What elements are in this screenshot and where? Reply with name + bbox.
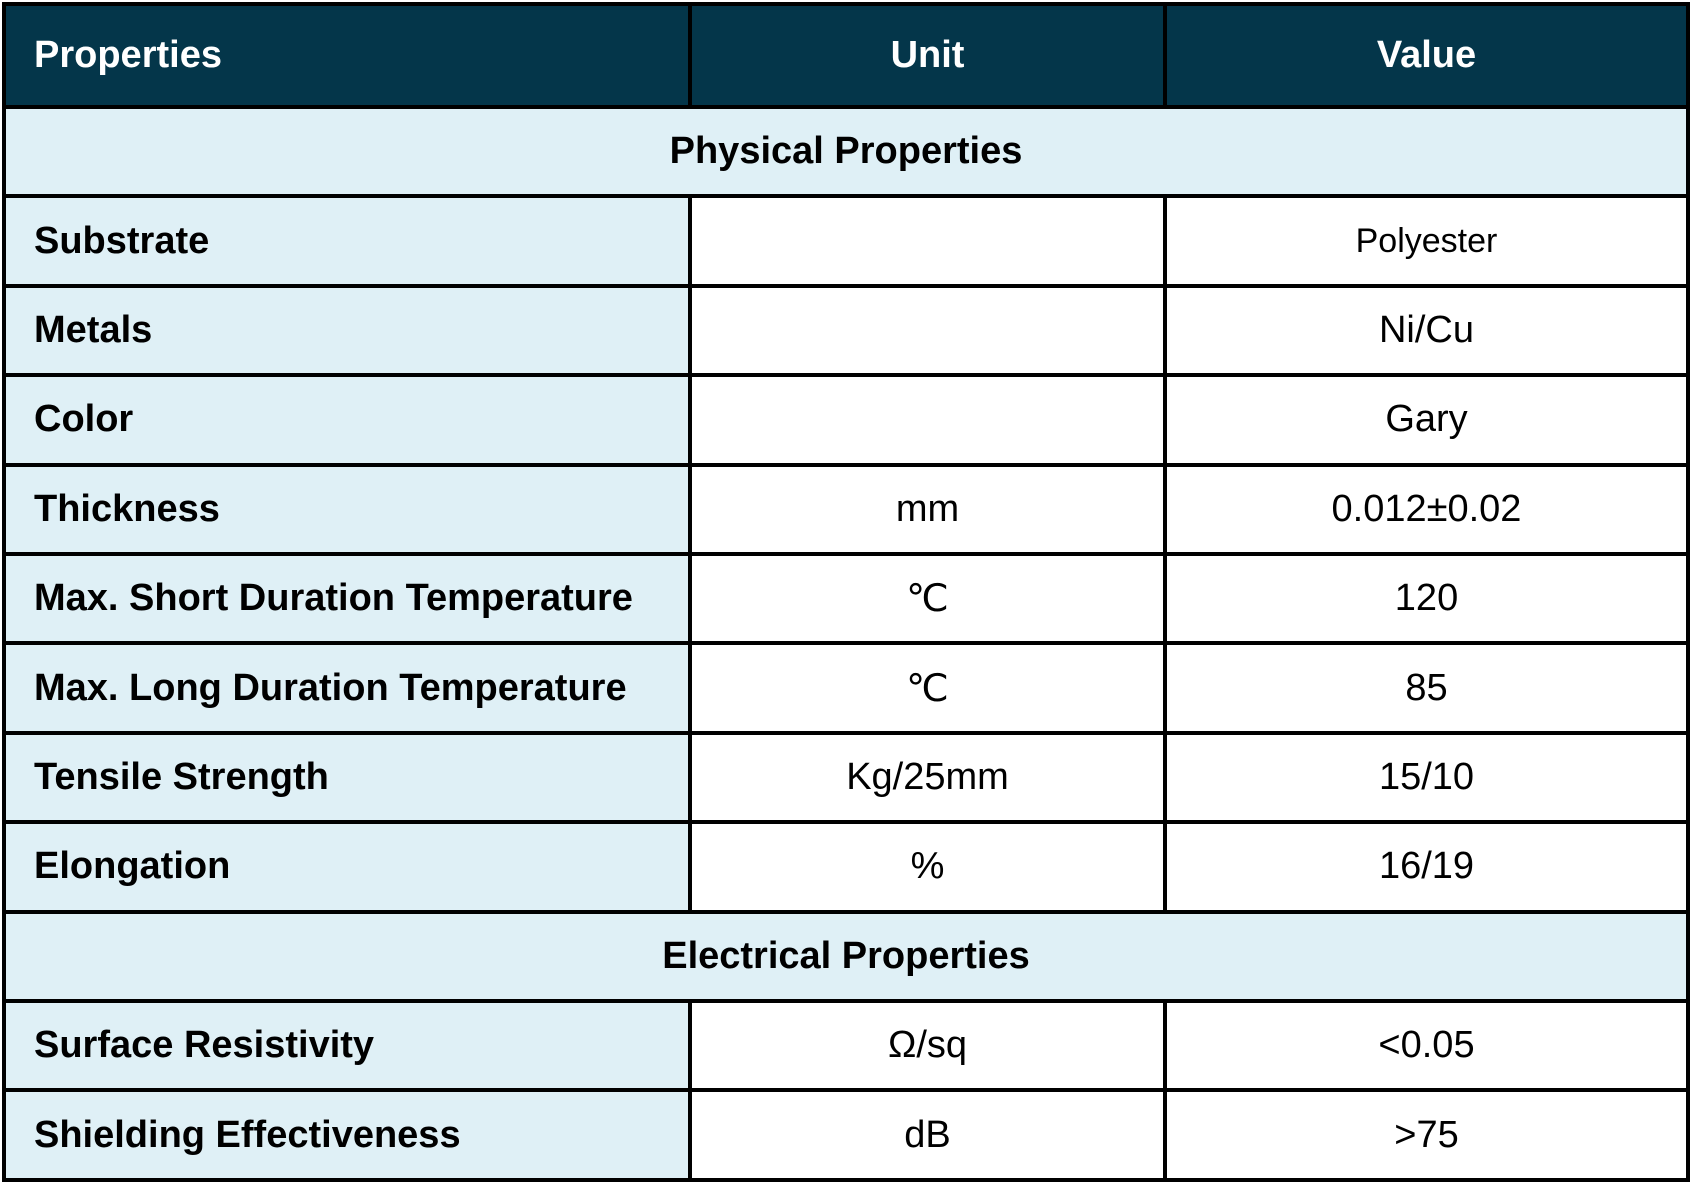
table-row — [4, 554, 1688, 643]
property-cell: Color — [4, 375, 690, 464]
unit-cell — [690, 286, 1165, 375]
table-row — [4, 733, 1688, 822]
value-cell: 85 — [1165, 643, 1688, 732]
value-cell: 120 — [1165, 554, 1688, 643]
table-header-row — [4, 4, 1688, 107]
table-row — [4, 286, 1688, 375]
unit-cell: mm — [690, 465, 1165, 554]
value-cell: Gary — [1165, 375, 1688, 464]
property-cell: Elongation — [4, 822, 690, 911]
table-row — [4, 465, 1688, 554]
section-title-physical: Physical Properties — [4, 107, 1688, 196]
property-cell: Max. Long Duration Temperature — [4, 643, 690, 732]
value-cell: 0.012±0.02 — [1165, 465, 1688, 554]
unit-cell: Kg/25mm — [690, 733, 1165, 822]
section-title-electrical: Electrical Properties — [4, 912, 1688, 1001]
unit-cell: % — [690, 822, 1165, 911]
unit-cell — [690, 375, 1165, 464]
column-header-properties: Properties — [4, 4, 690, 107]
value-cell: 15/10 — [1165, 733, 1688, 822]
table-row — [4, 643, 1688, 732]
value-cell: >75 — [1165, 1090, 1688, 1180]
section-row-electrical — [4, 912, 1688, 1001]
table-row — [4, 375, 1688, 464]
unit-cell: Ω/sq — [690, 1001, 1165, 1090]
value-cell: Ni/Cu — [1165, 286, 1688, 375]
value-cell: <0.05 — [1165, 1001, 1688, 1090]
property-cell: Substrate — [4, 196, 690, 285]
properties-table — [2, 2, 1690, 1182]
value-cell: 16/19 — [1165, 822, 1688, 911]
column-header-unit: Unit — [690, 4, 1165, 107]
table-row — [4, 1001, 1688, 1090]
unit-cell: dB — [690, 1090, 1165, 1180]
property-cell: Thickness — [4, 465, 690, 554]
table-row — [4, 196, 1688, 285]
value-cell: Polyester — [1165, 196, 1688, 285]
unit-cell — [690, 196, 1165, 285]
property-cell: Max. Short Duration Temperature — [4, 554, 690, 643]
unit-cell: ℃ — [690, 554, 1165, 643]
column-header-value: Value — [1165, 4, 1688, 107]
property-cell: Surface Resistivity — [4, 1001, 690, 1090]
property-cell: Metals — [4, 286, 690, 375]
section-row-physical — [4, 107, 1688, 196]
table-row — [4, 1090, 1688, 1180]
table-row — [4, 822, 1688, 911]
property-cell: Tensile Strength — [4, 733, 690, 822]
unit-cell: ℃ — [690, 643, 1165, 732]
property-cell: Shielding Effectiveness — [4, 1090, 690, 1180]
